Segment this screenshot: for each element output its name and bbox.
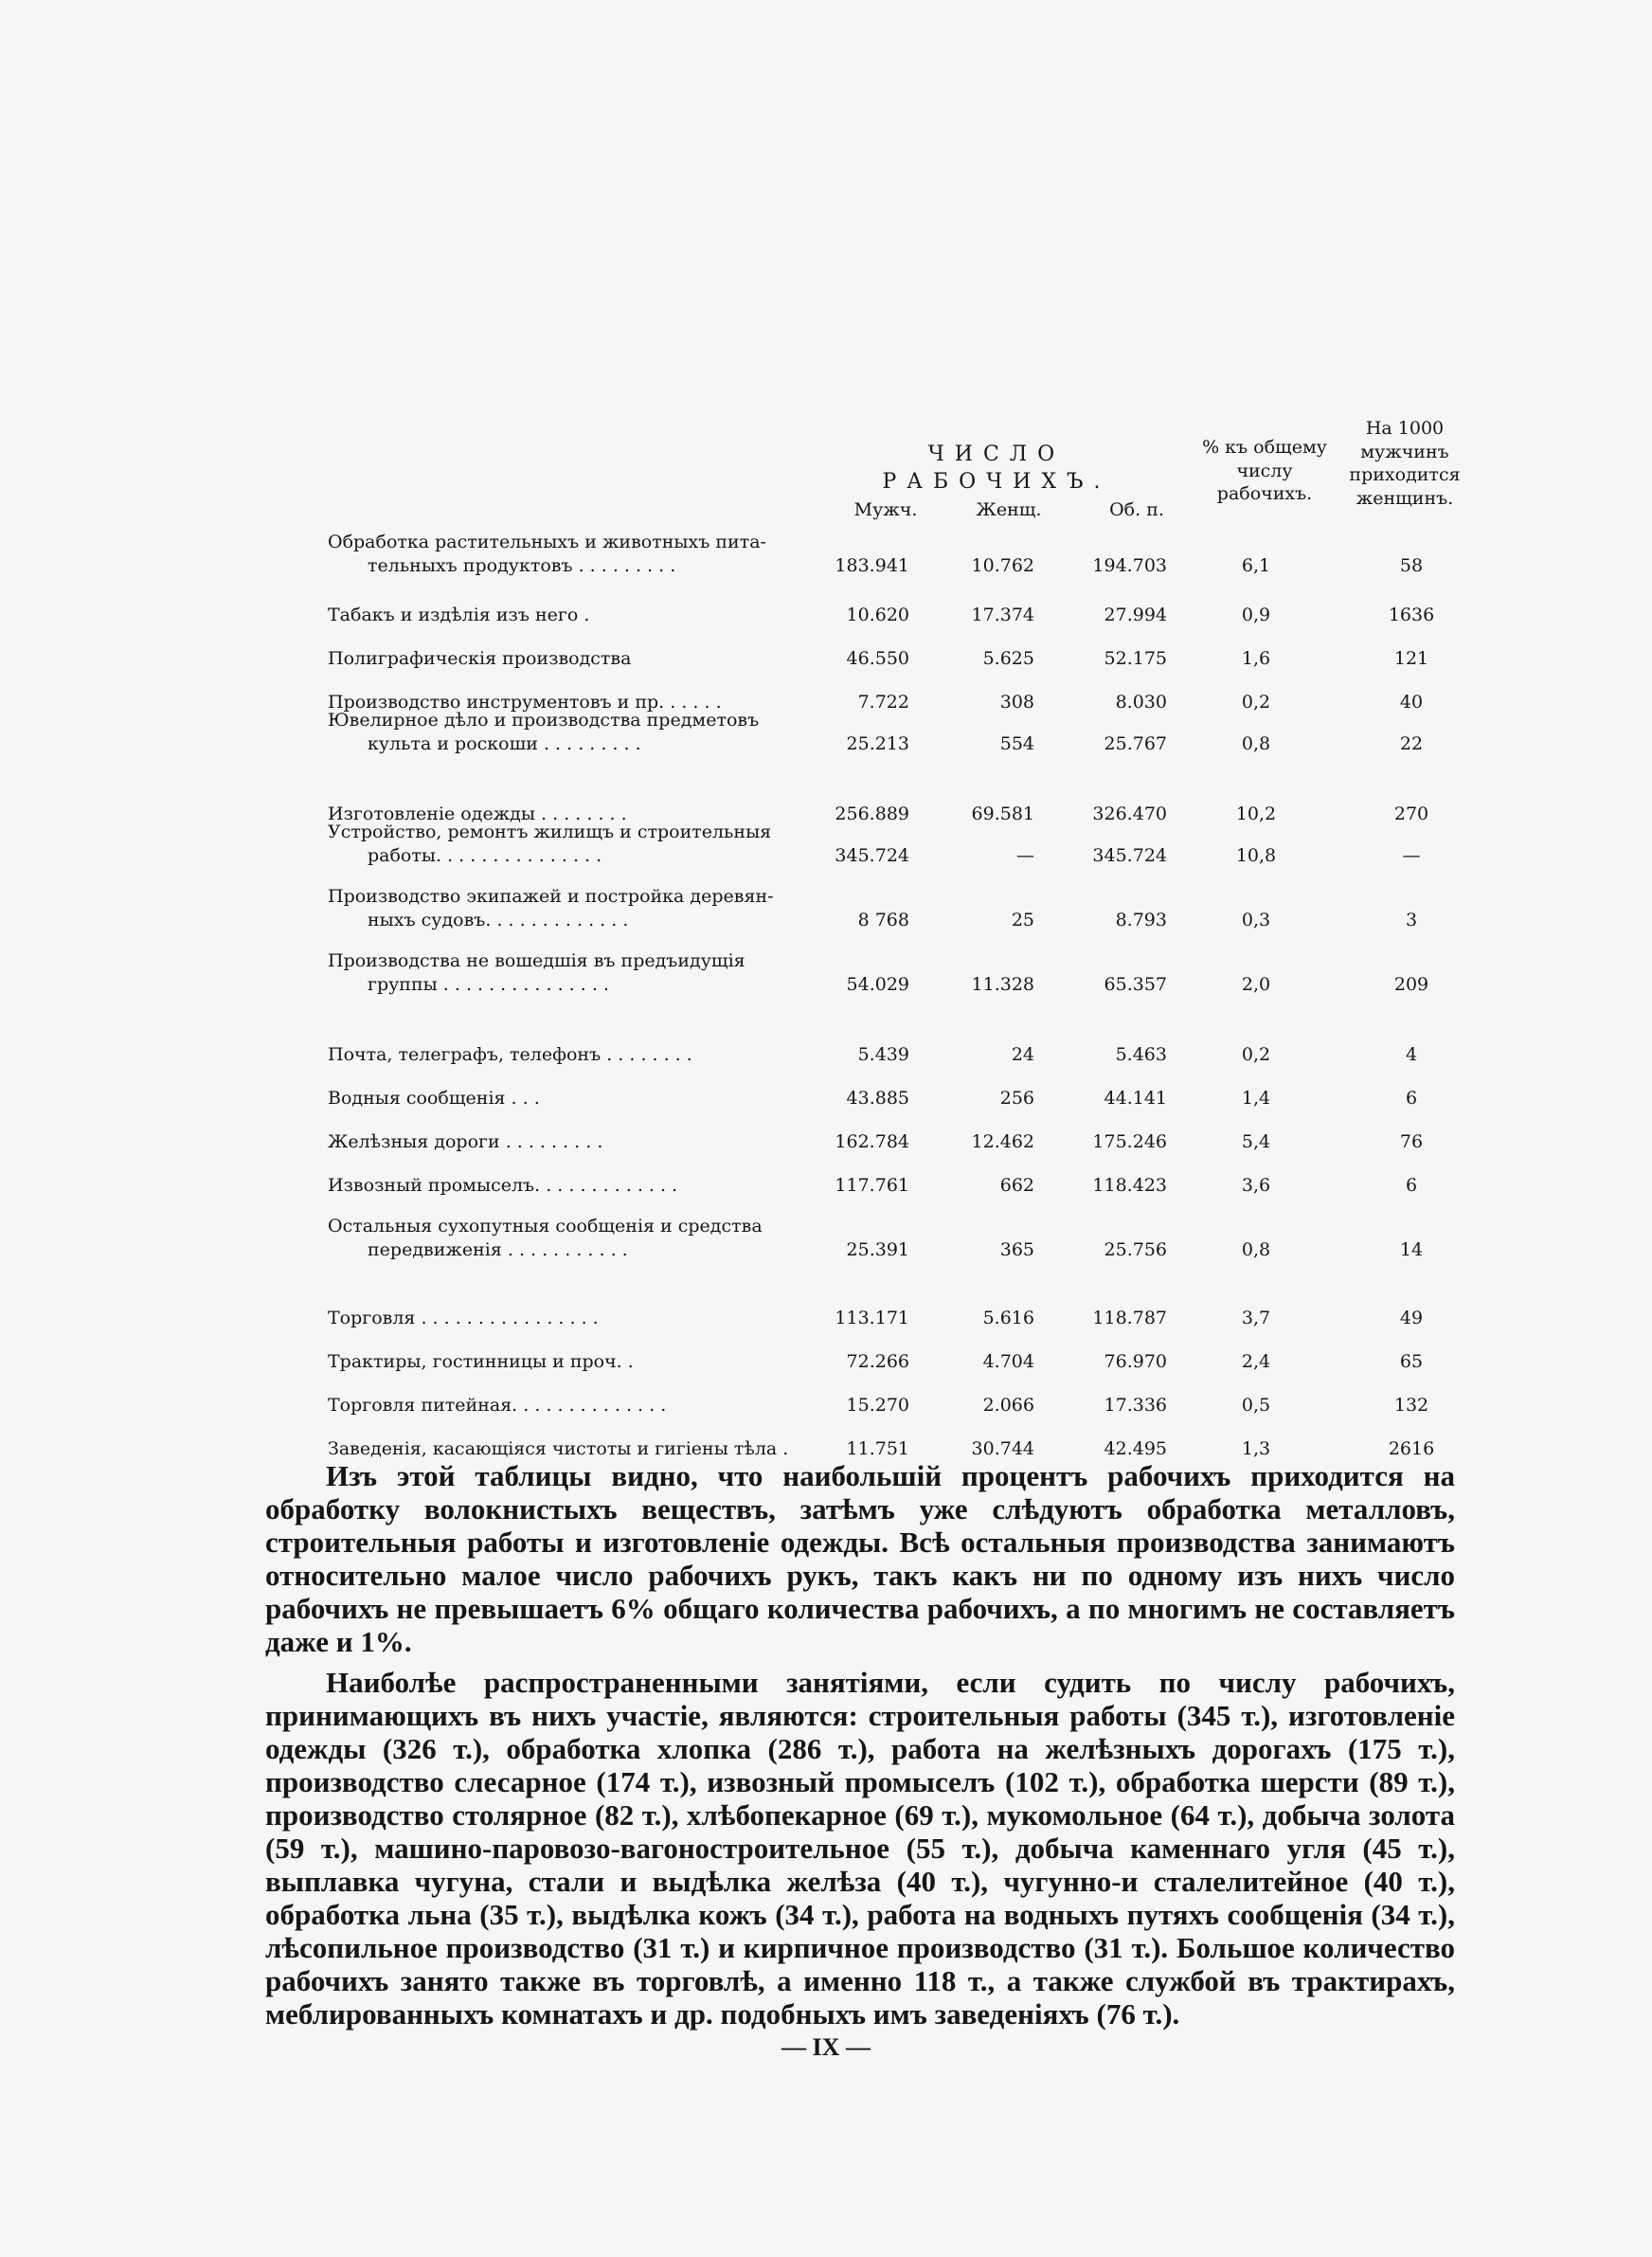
cell-women: 2.066 <box>982 1395 1034 1416</box>
cell-pct: 3,6 <box>1241 1175 1271 1196</box>
row-label <box>328 885 801 932</box>
cell-men: 54.029 <box>846 974 909 995</box>
row-label-line: Торговля питейная. . . . . . . . . . . . . . <box>328 1395 667 1416</box>
cell-women: 554 <box>999 733 1034 754</box>
row-label-line: Табакъ и издѣлія изъ него . <box>328 605 590 625</box>
cell-women: 17.374 <box>971 605 1034 625</box>
row-label-line: Производство инструментовъ и пр. . . . . . <box>328 692 722 713</box>
cell-total: 17.336 <box>1104 1395 1167 1416</box>
cell-pct: 10,2 <box>1235 803 1277 824</box>
row-label <box>328 1215 801 1262</box>
row-label-line: Изготовленіе одежды . . . . . . . . <box>328 803 627 824</box>
row-label-line: Остальныя сухопутныя сообщенія и средства <box>328 1216 763 1237</box>
cell-women: 4.704 <box>982 1351 1034 1372</box>
cell-men: 113.171 <box>835 1308 909 1328</box>
cell-total: 65.357 <box>1104 974 1167 995</box>
cell-men: 10.620 <box>846 605 909 625</box>
cell-total: 326.470 <box>1092 803 1167 824</box>
cell-per1000: 76 <box>1399 1131 1424 1152</box>
cell-men: 162.784 <box>835 1131 909 1152</box>
cell-pct: 0,8 <box>1241 733 1271 754</box>
row-label-line: Полиграфическія производства <box>328 648 632 669</box>
cell-women: 24 <box>1011 1044 1034 1065</box>
row-label <box>328 1437 801 1461</box>
cell-per1000: 65 <box>1399 1351 1424 1372</box>
row-label-line: Ювелирное дѣло и производства предметовъ <box>328 710 760 731</box>
cell-total: 52.175 <box>1104 648 1167 669</box>
cell-men: 25.213 <box>846 733 909 754</box>
cell-men: 183.941 <box>835 555 909 576</box>
cell-men: 72.266 <box>846 1351 909 1372</box>
row-label-line: ныхъ судовъ. . . . . . . . . . . . . <box>368 910 629 930</box>
cell-pct: 0,5 <box>1241 1395 1271 1416</box>
row-label-line: Водныя сообщенія . . . <box>328 1088 540 1109</box>
paragraph: Изъ этой таблицы видно, что наибольшій процентъ рабочихъ приходится на обработку волокнистыхъ веществъ, затѣмъ уже слѣдуютъ обработка металловъ, строительныя работы и изготовленіе одежды. Всѣ остальныя производства занимаютъ относительно малое число рабочихъ рукъ, такъ какъ ни по одному изъ нихъ число рабочихъ не превышаетъ 6% общаго количества рабочихъ, а по многимъ не составляетъ даже и 1%. <box>265 1459 1455 1658</box>
cell-men: 46.550 <box>846 648 909 669</box>
cell-pct: 0,3 <box>1241 910 1271 930</box>
cell-total: 76.970 <box>1104 1351 1167 1372</box>
cell-per1000: 6 <box>1405 1088 1418 1109</box>
paragraph: Наиболѣе распространенными занятіями, если судить по числу рабочихъ, принимающихъ въ нихъ участіе, являются: строительныя работы (345 т.), изготовленіе одежды (326 т.), обработка хлопка (286 т.), работа на желѣзныхъ дорогахъ (175 т.), производство слесарное (174 т.), извозный промыселъ (102 т.), обработка шерсти (89 т.), производство столярное (82 т.), хлѣбопекарное (69 т.), мукомольное (64 т.), добыча золота (59 т.), машино-паровозо-вагоностроительное (55 т.), добыча каменнаго угля (45 т.), выплавка чугуна, стали и выдѣлка желѣза (40 т.), чугунно-и сталелитейное (40 т.), обработка льна (35 т.), выдѣлка кожъ (34 т.), работа на водныхъ путяхъ сообщенія (34 т.), лѣсопильное производство (31 т.) и кирпичное производство (31 т.). Большое количество рабочихъ занято также въ торговлѣ, а именно 118 т., а также службой въ трактирахъ, меблированныхъ комнатахъ и др. подобныхъ имъ заведеніяхъ (76 т.). <box>265 1666 1455 2031</box>
row-label-line: Устройство, ремонтъ жилищъ и строительныя <box>328 822 772 842</box>
row-label-line: Обработка растительныхъ и животныхъ пита- <box>328 532 766 552</box>
cell-pct: 5,4 <box>1241 1131 1271 1152</box>
cell-pct: 2,4 <box>1241 1351 1271 1372</box>
header-total: Об. п. <box>1109 499 1164 520</box>
cell-per1000: 132 <box>1393 1395 1429 1416</box>
cell-pct: 6,1 <box>1241 555 1271 576</box>
cell-total: 118.787 <box>1092 1308 1167 1328</box>
cell-per1000: 22 <box>1399 733 1424 754</box>
row-label <box>328 949 801 997</box>
row-label-line: Производство экипажей и постройка деревян- <box>328 886 774 907</box>
cell-per1000: 6 <box>1405 1175 1418 1196</box>
body-text <box>265 1459 1455 2038</box>
cell-per1000: — <box>1402 845 1421 866</box>
row-label-line: работы. . . . . . . . . . . . . . . <box>368 845 602 866</box>
row-label-line: Желѣзныя дороги . . . . . . . . . <box>328 1131 603 1152</box>
cell-pct: 1,6 <box>1241 648 1271 669</box>
table-row <box>0 802 1652 868</box>
page-number: — IX — <box>781 2033 871 2061</box>
cell-per1000: 270 <box>1393 803 1429 824</box>
cell-men: 8 768 <box>857 910 909 930</box>
cell-women: 11.328 <box>971 974 1034 995</box>
row-label-line: Извозный промыселъ. . . . . . . . . . . . . <box>328 1175 678 1196</box>
cell-total: 8.793 <box>1115 910 1167 930</box>
cell-men: 256.889 <box>835 803 909 824</box>
cell-per1000: 209 <box>1393 974 1429 995</box>
cell-pct: 0,2 <box>1241 1044 1271 1065</box>
table-row <box>0 930 1652 997</box>
cell-per1000: 40 <box>1399 692 1424 713</box>
cell-per1000: 2616 <box>1388 1438 1435 1459</box>
cell-pct: 0,9 <box>1241 605 1271 625</box>
cell-pct: 0,2 <box>1241 692 1271 713</box>
table-row <box>0 1196 1652 1262</box>
cell-per1000: 3 <box>1405 910 1418 930</box>
cell-pct: 2,0 <box>1241 974 1271 995</box>
cell-per1000: 14 <box>1399 1239 1424 1260</box>
row-label-line: Почта, телеграфъ, телефонъ . . . . . . . . <box>328 1044 692 1065</box>
cell-men: 25.391 <box>846 1239 909 1260</box>
row-label-line: передвиженія . . . . . . . . . . . <box>368 1239 628 1260</box>
cell-total: 194.703 <box>1092 555 1167 576</box>
table-row <box>0 1395 1652 1461</box>
cell-women: — <box>1016 845 1034 866</box>
row-label-line: Производства не вошедшія въ предъидущія <box>328 950 745 971</box>
row-label-line: тельныхъ продуктовъ . . . . . . . . . <box>368 555 676 576</box>
cell-women: 30.744 <box>971 1438 1034 1459</box>
cell-women: 12.462 <box>971 1131 1034 1152</box>
cell-men: 11.751 <box>846 1438 909 1459</box>
cell-total: 44.141 <box>1104 1088 1167 1109</box>
cell-total: 175.246 <box>1092 1131 1167 1152</box>
table-row <box>0 1131 1652 1198</box>
cell-total: 8.030 <box>1115 692 1167 713</box>
cell-per1000: 121 <box>1393 648 1429 669</box>
cell-men: 117.761 <box>835 1175 909 1196</box>
row-label-line: Трактиры, гостинницы и проч. . <box>328 1351 634 1372</box>
cell-pct: 0,8 <box>1241 1239 1271 1260</box>
table-row <box>0 690 1652 756</box>
cell-men: 15.270 <box>846 1395 909 1416</box>
header-workers-count: ЧИСЛО РАБОЧИХЪ. <box>882 442 1111 494</box>
cell-pct: 1,3 <box>1241 1438 1271 1459</box>
row-label-line: Заведенія, касающіяся чистоты и гигіены тѣла . <box>328 1438 789 1459</box>
cell-total: 5.463 <box>1115 1044 1167 1065</box>
cell-total: 345.724 <box>1092 845 1167 866</box>
row-label <box>328 709 801 756</box>
cell-women: 365 <box>999 1239 1034 1260</box>
cell-women: 256 <box>999 1088 1034 1109</box>
cell-women: 5.625 <box>982 648 1034 669</box>
cell-total: 118.423 <box>1092 1175 1167 1196</box>
cell-per1000: 4 <box>1405 1044 1418 1065</box>
row-label <box>328 1174 801 1198</box>
cell-women: 662 <box>999 1175 1034 1196</box>
row-label-line: Торговля . . . . . . . . . . . . . . . . <box>328 1308 599 1328</box>
header-percent: % къ общему числу рабочихъ. <box>1202 437 1327 505</box>
row-label-line: культа и роскоши . . . . . . . . . <box>368 733 641 754</box>
cell-men: 345.724 <box>835 845 909 866</box>
cell-per1000: 58 <box>1399 555 1424 576</box>
row-label <box>328 821 801 868</box>
cell-pct: 10,8 <box>1235 845 1277 866</box>
cell-men: 7.722 <box>857 692 909 713</box>
cell-men: 5.439 <box>857 1044 909 1065</box>
table-row <box>0 866 1652 932</box>
cell-women: 25 <box>1011 910 1034 930</box>
cell-pct: 1,4 <box>1241 1088 1271 1109</box>
cell-per1000: 49 <box>1399 1308 1424 1328</box>
cell-total: 25.767 <box>1104 733 1167 754</box>
cell-women: 308 <box>999 692 1034 713</box>
cell-per1000: 1636 <box>1388 605 1435 625</box>
cell-women: 69.581 <box>971 803 1034 824</box>
row-label-line: группы . . . . . . . . . . . . . . . <box>368 974 609 995</box>
cell-total: 25.756 <box>1104 1239 1167 1260</box>
header-women: Женщ. <box>976 499 1042 520</box>
header-per-1000: На 1000 мужчинъ приходится женщинъ. <box>1349 418 1461 510</box>
cell-total: 42.495 <box>1104 1438 1167 1459</box>
cell-women: 10.762 <box>971 555 1034 576</box>
cell-women: 5.616 <box>982 1308 1034 1328</box>
cell-pct: 3,7 <box>1241 1308 1271 1328</box>
header-men: Мужч. <box>853 499 918 520</box>
cell-men: 43.885 <box>846 1088 909 1109</box>
cell-total: 27.994 <box>1104 605 1167 625</box>
